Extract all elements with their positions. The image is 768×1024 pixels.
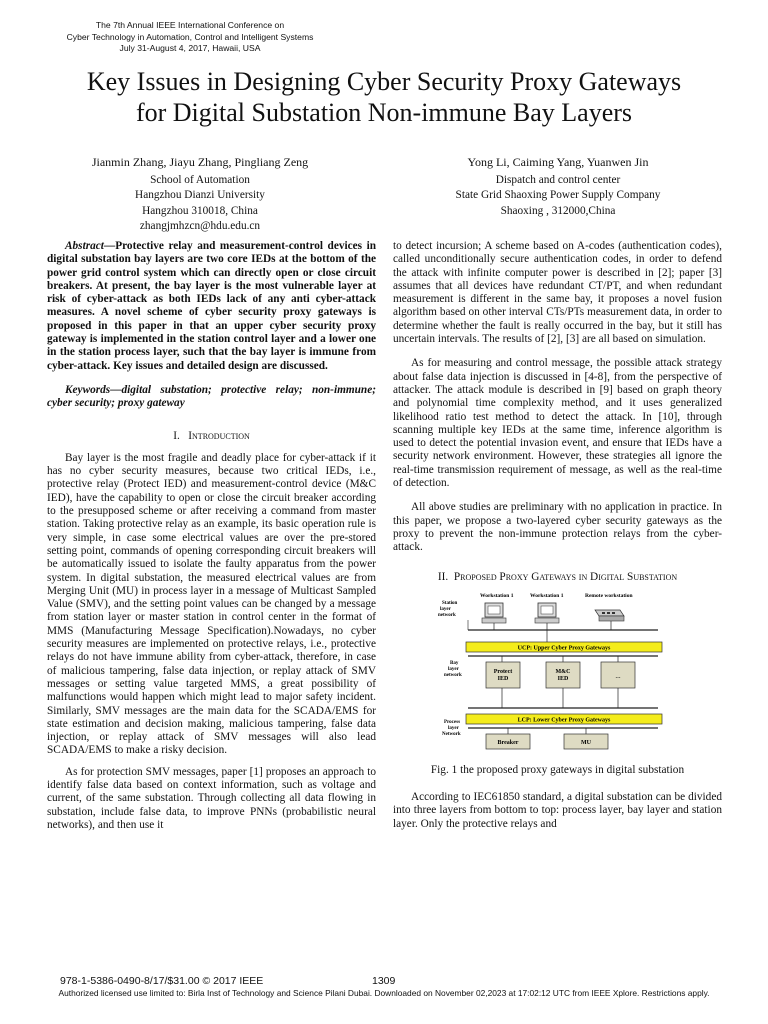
paragraph: All above studies are preliminary with no application in practice. In this paper, we propose a two-layered cyber security gateways as the proxy to prevent the non-immune protection relays from the cyber-attack. [393, 501, 722, 554]
title-line-1: Key Issues in Designing Cyber Security Proxy Gateways [86, 67, 682, 96]
protect-ied-label: Protect IED [493, 668, 512, 682]
conference-line-1: The 7th Annual IEEE International Conference on [95, 20, 285, 30]
author-dept: School of Automation [150, 173, 250, 186]
footer-isbn: 978-1-5386-0490-8/17/$31.00 © 2017 IEEE [60, 975, 264, 987]
section-number: I. [173, 429, 180, 442]
left-column [47, 240, 376, 832]
computer-icon [482, 603, 506, 623]
author-names: Jianmin Zhang, Jiayu Zhang, Pingliang Zeng [91, 155, 309, 169]
paragraph: to detect incursion; A scheme based on A-codes (authentication codes), called unconditionally secure authentication codes, in order to defend the attack with infinite computer power is described in [2]; paper [3] assumes that all devices have redundant CT/PT, and when redundant measurement is different in the same bay, it proposes a novel fusion algorithm based on other interval CTs/PTs measurement data, in order to determine whether the fault is really occurred in the bay, but it still has uncertain intervals. The results of [2], [3] are all based on simulation. [393, 240, 722, 346]
workstation-label: Workstation 1 [529, 592, 563, 599]
keywords-text: —digital substation; protective relay; non-immune; cyber security; proxy gateway [47, 383, 376, 410]
keywords-label: Keywords [65, 383, 111, 396]
paragraph: As for measuring and control message, the possible attack strategy about false data injection is discussed in [4-8], from the perspective of attacker. The attack module is described in [9] based on graph theory and polynomial time complexity method, and it uses generalized likelihood ratio test method to detect the attack. In [10], through scanning multiple key IEDs at the same time, inference algorithm is used to detect the potential invasion event, and ensure that IEDs have a security network environment. However, these strategies all ignore the real-time transmission requirement of message, as well as the real-time of detection. [393, 357, 722, 490]
abstract-text: —Protective relay and measurement-control devices in digital substation bay layers are two core IEDs at the bottom of the power grid control system which can directly open or close circuit breakers. At present, the bay layer is the most vulnerable layer at risk of cyber-attack as both IEDs lack of any anti cyber-attack measures. A novel scheme of cyber security proxy gateways is proposed in this paper in that an upper cyber security proxy gateway is implemented in the station control layer and a lower one in the station process layer, such that the bay layer is immune from cyber-attack. Key issues and detailed design are discussed. [47, 240, 376, 372]
figure-caption: Fig. 1 the proposed proxy gateways in digital substation [430, 763, 685, 776]
author-names: Yong Li, Caiming Yang, Yuanwen Jin [467, 155, 649, 169]
protect-ied-box [486, 662, 520, 688]
figure-1 [393, 590, 722, 760]
paragraph: Bay layer is the most fragile and deadly place for cyber-attack if it has no cyber security measures, because two critical IEDs, i.e., protective relay (Protect IED) and measurement-control device (M&C IED), have the capability to open or close the circuit breaker according to the presupposed scheme or after receiving a command from master station. Taking protective relay as an example, its basic operation rule is very simple, in case some electrical values are over the pre-stored setting point, commands of opening corresponding circuit breakers will be automatically issued to isolate the faulty apparatus from the power system. In digital substation, the measured electrical values are from Merging Unit (MU) in process layer in a message of Multicast Sampled Value (SMV), and the setting point values can be changed by a message from station layer or master station in control center in the format of MMS (Manufacturing Message Specification).Nowadays, no cyber security measures are implemented on protective relays, i.e., protective relays do not have immune ability from cyber-attack, therefore, in case of malicious tampering, false data injection, or replay attack of SMV messages or setting value targeted MMS, a great possibility of malfunctions would happen which might lead to major safety incident. Similarly, SMV messages are the main data for the SCADA/EMS for state estimation and decision making, malicious tampering, false data injection, or replay attack of SMV messages will also lead SCADA/EMS to make a risky decision. [47, 451, 376, 757]
conference-header [40, 20, 340, 55]
breaker-label: Breaker [497, 739, 518, 746]
process-layer-label: Process layer Network [441, 719, 461, 737]
license-notice: Authorized licensed use limited to: Birla Inst of Technology and Science Pilani Dubai. Downloaded on November 02,2023 at 17:02:12 UTC from IEEE Xplore. Restrictions apply. [58, 988, 710, 998]
station-layer-label: Station layer network [437, 600, 457, 618]
right-column [393, 240, 722, 831]
bay-layer-label: Bay layer network [443, 660, 462, 678]
upper-gateway-label: UCP: Upper Cyber Proxy Gateways [517, 645, 610, 652]
page-number: 1309 [372, 975, 396, 987]
mc-ied-box [546, 662, 580, 688]
author-org: Hangzhou Dianzi University [135, 189, 265, 201]
router-icon [595, 610, 624, 621]
section-title: Introduction [188, 429, 250, 442]
lower-gateway-label: LCP: Lower Cyber Proxy Gateways [517, 717, 610, 724]
abstract-label: Abstract [65, 240, 104, 252]
conference-line-2: Cyber Technology in Automation, Control and Intelligent Systems [66, 31, 314, 42]
author-dept: Dispatch and control center [495, 173, 621, 186]
author-city: Hangzhou 310018, China [142, 204, 258, 217]
author-block-1 [50, 155, 350, 235]
abstract [47, 240, 376, 373]
author-email[interactable]: zhangjmhzcn@hdu.edu.cn [139, 220, 261, 232]
keywords [47, 384, 376, 411]
section-number: II. [437, 570, 449, 583]
author-city: Shaoxing , 312000,China [500, 204, 616, 217]
remote-workstation-label: Remote workstation [584, 592, 633, 599]
computer-icon [535, 603, 559, 623]
network-diagram [438, 590, 678, 758]
section-1-heading [47, 430, 376, 443]
section-2-heading [393, 571, 722, 584]
title-line-2: for Digital Substation Non-immune Bay Layers [135, 98, 633, 127]
author-block-2 [408, 155, 708, 219]
section-title: Proposed Proxy Gateways in Digital Substation [453, 570, 678, 583]
paper-title [0, 66, 768, 128]
author-org: State Grid Shaoxing Power Supply Company [455, 189, 661, 201]
mc-ied-label: M&C IED [555, 668, 570, 682]
conference-line-3: July 31-August 4, 2017, Hawaii, USA [119, 43, 261, 53]
paragraph: As for protection SMV messages, paper [1] proposes an approach to identify false data based on context information, such as voltage and current, of the same substation. Through collecting all data flowing in substation, include false data, to improve PNNs (probabilistic neural networks), and then use it [47, 765, 376, 831]
mu-label: MU [580, 739, 591, 746]
workstation-label: Workstation 1 [479, 592, 513, 599]
paragraph: According to IEC61850 standard, a digital substation can be divided into three layers from bottom to top: process layer, bay layer and station layer. Only the protective relays and [393, 791, 722, 830]
other-ied-label: ... [614, 671, 621, 680]
